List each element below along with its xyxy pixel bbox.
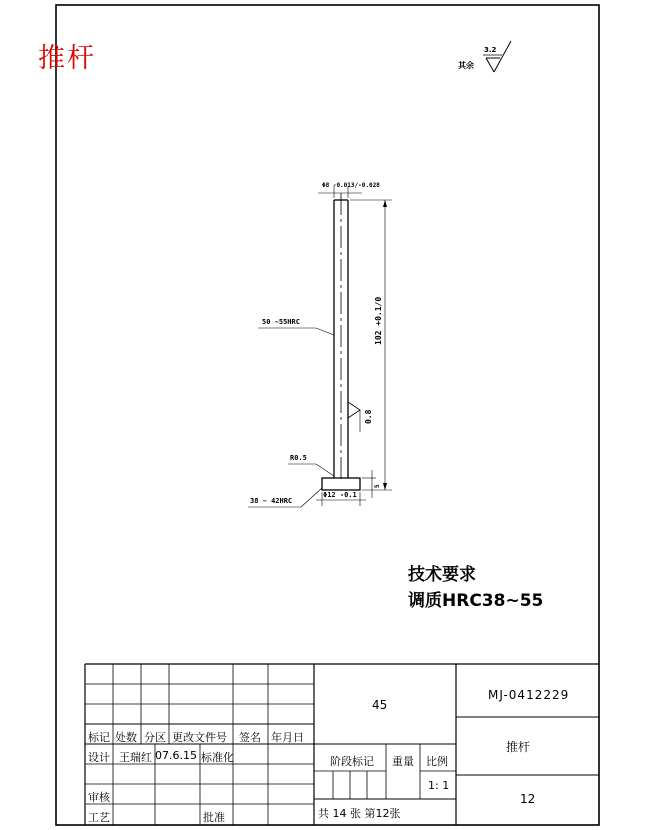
- hdr-zone: 分区: [144, 731, 166, 744]
- design-date: 07.6.15: [155, 749, 197, 762]
- weight-label: 重量: [392, 755, 414, 768]
- radius-label: R0.5: [290, 454, 307, 462]
- shaft-hardness-label: 50 ~55HRC: [262, 318, 300, 326]
- sheet-count: 共 14 张 第12张: [318, 807, 401, 820]
- review-label: 审核: [88, 791, 110, 804]
- stage-label: 阶段标记: [330, 755, 374, 768]
- length-dimension: [350, 200, 392, 498]
- roughness-value: 3.2: [484, 46, 497, 54]
- head-height-label: 5: [374, 484, 381, 488]
- tech-req-text: 调质HRC38~55: [408, 591, 544, 611]
- head-dia-label: Φ12 -0.1: [323, 491, 357, 499]
- inline-roughness: [348, 402, 360, 432]
- process-label: 工艺: [88, 811, 110, 824]
- material: 45: [372, 698, 388, 712]
- hdr-mark: 标记: [88, 731, 110, 744]
- roughness-label: 其余: [458, 61, 474, 70]
- hdr-count: 处数: [115, 731, 137, 744]
- hdr-date: 年月日: [271, 731, 304, 744]
- hdr-change-doc: 更改文件号: [172, 731, 227, 744]
- designer-name: 王瑞红: [119, 751, 152, 764]
- part-name: 推杆: [506, 740, 531, 754]
- tech-req-heading: 技术要求: [408, 565, 476, 585]
- inline-roughness-value: 0.8: [364, 409, 373, 424]
- top-dia-label: Φ8 -0.013/-0.028: [322, 182, 380, 189]
- hdr-sign: 签名: [239, 731, 261, 744]
- part-quantity: 12: [520, 792, 536, 806]
- design-label: 设计: [88, 751, 110, 764]
- length-label: 102 +0.1/0: [374, 296, 383, 345]
- scale-value: 1: 1: [428, 779, 450, 792]
- push-rod: [322, 193, 360, 490]
- approve-label: 批准: [203, 811, 225, 824]
- scale-label: 比例: [426, 755, 448, 768]
- standardize-label: 标准化: [201, 751, 234, 764]
- drawing-number: MJ-0412229: [488, 688, 570, 702]
- head-hardness-label: 38 ~ 42HRC: [250, 497, 293, 505]
- drawing-title: 推杆: [38, 43, 96, 74]
